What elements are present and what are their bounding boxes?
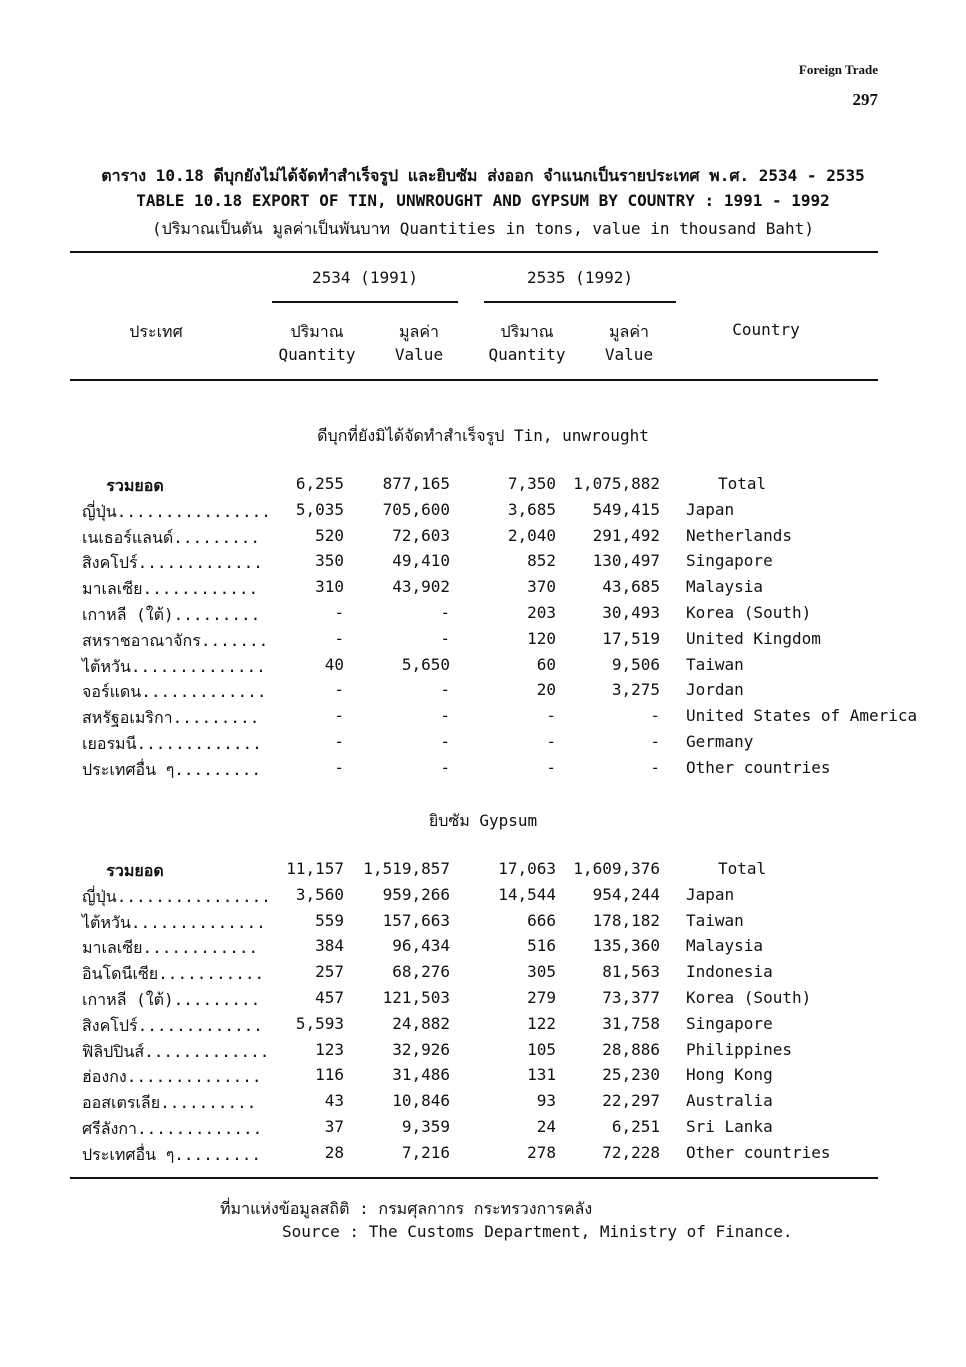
- table-row: [0, 500, 966, 526]
- country-thai-cell: สหรัฐอเมริกา.........: [82, 708, 260, 728]
- quantity-1992-cell: 852: [527, 551, 556, 571]
- table-row: [0, 911, 966, 937]
- country-english-cell: Australia: [686, 1091, 773, 1111]
- quantity-1992-cell: 3,685: [507, 499, 556, 519]
- value-1991-cell: 49,410: [392, 551, 450, 571]
- year-1992-underline: [484, 301, 676, 303]
- quantity-1992-cell: 20: [536, 680, 556, 700]
- value-1991-cell: -: [440, 706, 450, 726]
- quantity-1991-cell: 384: [315, 936, 344, 956]
- value-1992-cell: 954,244: [592, 884, 660, 904]
- value-1991-cell: 1,519,857: [363, 859, 450, 878]
- country-thai-cell: ฮ่องกง..............: [82, 1067, 262, 1087]
- value-1991-cell: -: [440, 628, 450, 648]
- value-1991-cell: -: [440, 680, 450, 700]
- value-1992-cell: 28,886: [602, 1039, 660, 1059]
- val-1992-thai: มูลค่า: [608, 322, 650, 341]
- bottom-rule: [70, 1177, 878, 1179]
- value-1991-cell: 157,663: [382, 910, 450, 930]
- quantity-1992-cell: 105: [527, 1039, 556, 1059]
- value-1992-cell: 73,377: [602, 988, 660, 1007]
- country-english-cell: Taiwan: [686, 910, 744, 930]
- quantity-1992-cell: 131: [527, 1065, 556, 1085]
- table-units: (ปริมาณเป็นตัน มูลค่าเป็นพันบาท Quantities in tons, value in thousand Baht): [152, 219, 814, 238]
- value-1992-cell: 72,228: [602, 1142, 660, 1162]
- quantity-1991-cell: 5,593: [295, 1013, 344, 1033]
- quantity-1991-cell: 6,255: [295, 474, 344, 493]
- quantity-1992-cell: -: [546, 706, 556, 726]
- country-thai-cell: เยอรมนี.............: [82, 734, 262, 753]
- val-1991-en: Value: [394, 345, 444, 364]
- country-english-cell: Total: [718, 474, 767, 493]
- quantity-1992-cell: 122: [527, 1013, 556, 1033]
- quantity-1991-cell: -: [334, 732, 344, 751]
- country-thai-cell: เนเธอร์แลนด์.........: [82, 527, 260, 547]
- qty-1992-thai: ปริมาณ: [500, 322, 554, 341]
- country-english-cell: Sri Lanka: [686, 1117, 773, 1136]
- country-english-cell: Malaysia: [686, 577, 764, 597]
- value-1992-cell: 43,685: [602, 577, 660, 597]
- country-english-cell: Total: [718, 859, 767, 878]
- value-1992-cell: 25,230: [602, 1065, 660, 1085]
- value-1991-cell: 24,882: [392, 1013, 450, 1033]
- table-row: [0, 655, 966, 681]
- quantity-1992-cell: 666: [527, 910, 556, 930]
- table-total-row: [0, 474, 966, 500]
- year-1991-underline: [272, 301, 458, 303]
- year-1992-header: 2535 (1992): [527, 268, 633, 287]
- value-1991-cell: 96,434: [392, 936, 450, 956]
- quantity-1992-cell: 305: [527, 962, 556, 982]
- quantity-1992-cell: 278: [527, 1142, 556, 1162]
- value-1991-cell: 959,266: [382, 884, 450, 904]
- value-1991-cell: 68,276: [392, 962, 450, 982]
- table-row: [0, 758, 966, 784]
- quantity-1992-cell: 2,040: [507, 525, 556, 545]
- value-1992-cell: 1,075,882: [573, 474, 660, 493]
- value-1991-cell: 7,216: [401, 1142, 450, 1162]
- country-thai-cell: ญี่ปุ่น................: [82, 501, 271, 521]
- quantity-1991-cell: 559: [315, 910, 344, 930]
- running-title: Foreign Trade: [798, 62, 878, 77]
- country-thai-cell: ญี่ปุ่น................: [82, 886, 271, 906]
- val-1991-thai: มูลค่า: [398, 322, 440, 341]
- value-1991-cell: -: [440, 603, 450, 622]
- country-english-cell: Korea (South): [686, 603, 812, 622]
- quantity-1991-cell: 11,157: [286, 859, 344, 878]
- qty-1992-en: Quantity: [488, 345, 566, 364]
- value-1991-cell: 121,503: [382, 988, 450, 1007]
- table-row: [0, 1065, 966, 1091]
- value-1991-cell: 705,600: [382, 499, 450, 519]
- table-row: [0, 1143, 966, 1169]
- country-thai-header: ประเทศ: [129, 322, 183, 341]
- quantity-1991-cell: -: [334, 680, 344, 700]
- header-rule: [70, 379, 878, 381]
- value-1991-cell: 10,846: [392, 1091, 450, 1111]
- country-english-cell: Hong Kong: [686, 1065, 773, 1085]
- value-1991-cell: 5,650: [401, 654, 450, 674]
- value-1992-cell: 135,360: [592, 936, 660, 956]
- table-row: [0, 885, 966, 911]
- value-1992-cell: -: [650, 732, 660, 751]
- table-row: [0, 1014, 966, 1040]
- page-number: 297: [852, 90, 878, 109]
- value-1991-cell: 877,165: [382, 474, 450, 493]
- value-1992-cell: 81,563: [602, 962, 660, 982]
- country-english-cell: Other countries: [686, 1142, 831, 1162]
- table-row: [0, 1040, 966, 1066]
- quantity-1991-cell: 43: [324, 1091, 344, 1111]
- country-thai-cell: อินโดนีเซีย...........: [82, 964, 265, 984]
- quantity-1991-cell: -: [334, 603, 344, 622]
- quantity-1991-cell: 40: [324, 654, 344, 674]
- value-1992-cell: 549,415: [592, 499, 660, 519]
- country-thai-cell: ออสเตรเลีย..........: [82, 1093, 257, 1113]
- country-thai-cell: เกาหลี (ใต้).........: [82, 990, 261, 1009]
- country-english-cell: Germany: [686, 732, 754, 751]
- top-rule: [70, 251, 878, 253]
- quantity-1992-cell: 279: [527, 988, 556, 1007]
- country-thai-cell: จอร์แดน.............: [82, 682, 267, 702]
- quantity-1992-cell: 24: [536, 1117, 556, 1136]
- value-1992-cell: 291,492: [592, 525, 660, 545]
- value-1991-cell: 31,486: [392, 1065, 450, 1085]
- country-thai-cell: สิงคโปร์.............: [82, 1015, 263, 1035]
- table-row: [0, 962, 966, 988]
- quantity-1991-cell: 350: [315, 551, 344, 571]
- value-1991-cell: 32,926: [392, 1039, 450, 1059]
- country-thai-cell: สิงคโปร์.............: [82, 553, 263, 573]
- country-en-header: Country: [732, 320, 800, 339]
- country-thai-cell: มาเลเซีย............: [82, 938, 259, 958]
- table-row: [0, 603, 966, 629]
- country-english-cell: United States of America: [686, 706, 918, 726]
- quantity-1991-cell: 5,035: [295, 499, 344, 519]
- table-row: [0, 732, 966, 758]
- table-row: [0, 988, 966, 1014]
- quantity-1992-cell: 60: [536, 654, 556, 674]
- quantity-1991-cell: 457: [315, 988, 344, 1007]
- value-1992-cell: 1,609,376: [573, 859, 660, 878]
- quantity-1992-cell: 93: [536, 1091, 556, 1111]
- country-english-cell: Japan: [686, 499, 735, 519]
- country-thai-cell: ศรีลังกา.............: [82, 1119, 263, 1138]
- quantity-1991-cell: 28: [324, 1142, 344, 1162]
- country-thai-cell: มาเลเซีย............: [82, 579, 259, 599]
- country-thai-cell: ประเทศอื่น ๆ.........: [82, 1144, 261, 1164]
- table-row: [0, 577, 966, 603]
- country-thai-cell: ประเทศอื่น ๆ.........: [82, 759, 261, 779]
- country-thai-cell: ไต้หวัน..............: [82, 912, 266, 932]
- country-english-cell: Philippines: [686, 1039, 792, 1059]
- quantity-1991-cell: 257: [315, 962, 344, 982]
- quantity-1992-cell: 14,544: [498, 884, 556, 904]
- section-gypsum-heading: ยิบซัม Gypsum: [428, 811, 538, 830]
- quantity-1991-cell: -: [334, 757, 344, 777]
- country-english-cell: Taiwan: [686, 654, 744, 674]
- table-row: [0, 526, 966, 552]
- quantity-1991-cell: 520: [315, 525, 344, 545]
- quantity-1992-cell: -: [546, 757, 556, 777]
- source-thai: ที่มาแห่งข้อมูลสถิติ : กรมศุลกากร กระทรวงการคลัง: [220, 1199, 593, 1218]
- country-english-cell: Netherlands: [686, 525, 792, 545]
- value-1991-cell: 9,359: [401, 1117, 450, 1136]
- val-1992-en: Value: [604, 345, 654, 364]
- country-thai-cell: รวมยอด: [106, 861, 164, 880]
- table-row: [0, 936, 966, 962]
- quantity-1992-cell: 516: [527, 936, 556, 956]
- source-english: Source : The Customs Department, Ministry of Finance.: [282, 1222, 793, 1241]
- quantity-1992-cell: 7,350: [507, 474, 556, 493]
- value-1991-cell: -: [440, 732, 450, 751]
- quantity-1992-cell: -: [546, 732, 556, 751]
- quantity-1991-cell: 310: [315, 577, 344, 597]
- quantity-1991-cell: 116: [315, 1065, 344, 1085]
- qty-1991-thai: ปริมาณ: [290, 322, 344, 341]
- quantity-1992-cell: 203: [527, 603, 556, 622]
- country-thai-cell: ไต้หวัน..............: [82, 656, 266, 676]
- value-1992-cell: 30,493: [602, 603, 660, 622]
- table-total-row: [0, 859, 966, 885]
- value-1992-cell: 9,506: [611, 654, 660, 674]
- country-english-cell: Singapore: [686, 1013, 773, 1033]
- table-row: [0, 629, 966, 655]
- year-1991-header: 2534 (1991): [312, 268, 418, 287]
- country-english-cell: Jordan: [686, 680, 744, 700]
- country-english-cell: Korea (South): [686, 988, 812, 1007]
- quantity-1991-cell: 123: [315, 1039, 344, 1059]
- country-thai-cell: ฟิลิปปินส์.............: [82, 1041, 270, 1061]
- value-1992-cell: 130,497: [592, 551, 660, 571]
- value-1992-cell: -: [650, 757, 660, 777]
- value-1992-cell: 178,182: [592, 910, 660, 930]
- value-1991-cell: -: [440, 757, 450, 777]
- country-english-cell: Singapore: [686, 551, 773, 571]
- qty-1991-en: Quantity: [278, 345, 356, 364]
- country-english-cell: Japan: [686, 884, 735, 904]
- table-row: [0, 706, 966, 732]
- quantity-1991-cell: -: [334, 628, 344, 648]
- value-1992-cell: 3,275: [611, 680, 660, 700]
- country-english-cell: Other countries: [686, 757, 831, 777]
- quantity-1991-cell: 3,560: [295, 884, 344, 904]
- section-tin-heading: ดีบุกที่ยังมิได้จัดทำสำเร็จรูป Tin, unwrought: [317, 426, 649, 445]
- table-row: [0, 680, 966, 706]
- value-1992-cell: 17,519: [602, 628, 660, 648]
- quantity-1991-cell: -: [334, 706, 344, 726]
- country-thai-cell: เกาหลี (ใต้).........: [82, 605, 261, 624]
- value-1992-cell: 6,251: [611, 1117, 660, 1136]
- quantity-1992-cell: 370: [527, 577, 556, 597]
- value-1992-cell: 22,297: [602, 1091, 660, 1111]
- value-1992-cell: -: [650, 706, 660, 726]
- table-title-english: TABLE 10.18 EXPORT OF TIN, UNWROUGHT AND GYPSUM BY COUNTRY : 1991 - 1992: [136, 191, 830, 210]
- table-row: [0, 1117, 966, 1143]
- country-thai-cell: รวมยอด: [106, 476, 164, 495]
- table-title-thai: ตาราง 10.18 ดีบุกยังไม่ได้จัดทำสำเร็จรูป และยิบซัม ส่งออก จำแนกเป็นรายประเทศ พ.ศ. 2534 - 2535: [101, 166, 865, 185]
- value-1992-cell: 31,758: [602, 1013, 660, 1033]
- quantity-1992-cell: 17,063: [498, 859, 556, 878]
- quantity-1992-cell: 120: [527, 628, 556, 648]
- country-thai-cell: สหราชอาณาจักร.......: [82, 630, 269, 650]
- country-english-cell: Indonesia: [686, 962, 773, 982]
- value-1991-cell: 72,603: [392, 525, 450, 545]
- value-1991-cell: 43,902: [392, 577, 450, 597]
- country-english-cell: Malaysia: [686, 936, 764, 956]
- quantity-1991-cell: 37: [324, 1117, 344, 1136]
- table-row: [0, 1091, 966, 1117]
- table-row: [0, 551, 966, 577]
- country-english-cell: United Kingdom: [686, 628, 821, 648]
